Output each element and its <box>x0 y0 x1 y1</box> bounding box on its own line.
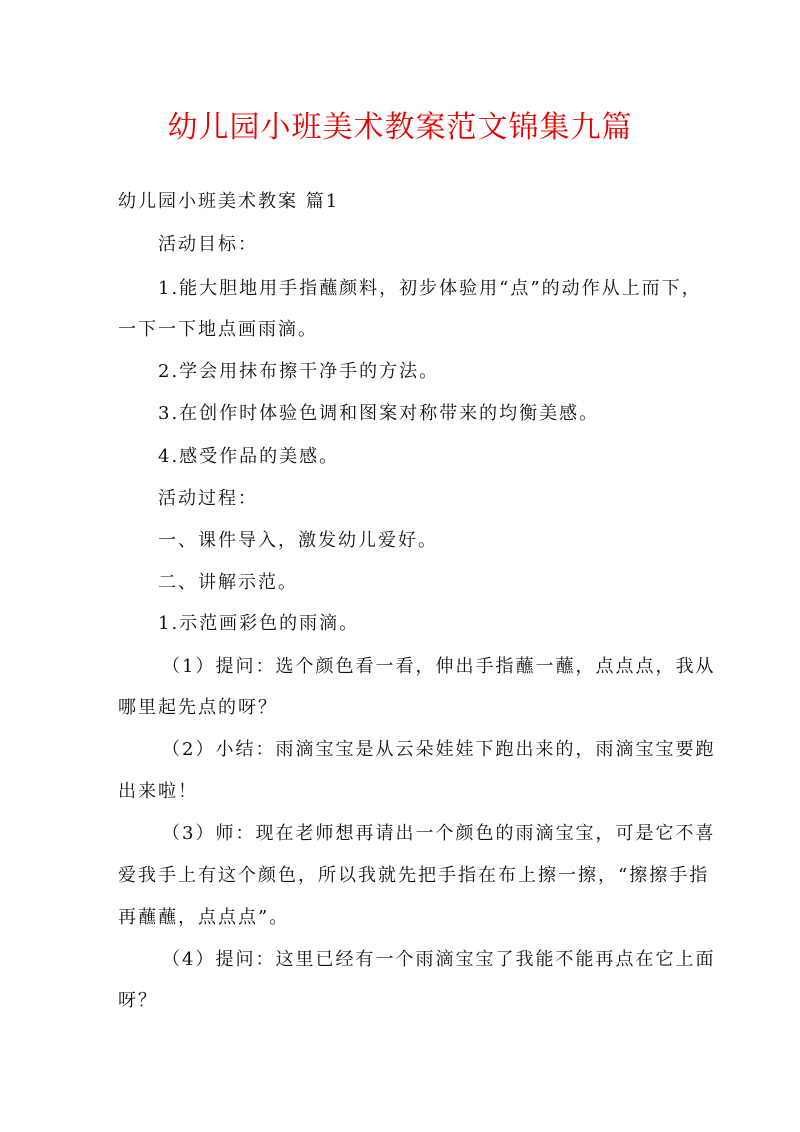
paragraph-line: 1.示范画彩色的雨滴。 <box>158 613 360 634</box>
paragraph-line: （3）师：现在老师想再请出一个颜色的雨滴宝宝，可是它不喜 <box>162 823 716 844</box>
paragraph-line: （1）提问：选个颜色看一看，伸出手指蘸一蘸，点点点，我从 <box>162 656 716 677</box>
paragraph-line: 活动过程： <box>158 488 258 509</box>
paragraph-line: 哪里起先点的呀？ <box>118 697 278 718</box>
section-heading: 幼儿园小班美术教案 篇1 <box>118 191 340 212</box>
paragraph-line: 3.在创作时体验色调和图案对称带来的均衡美感。 <box>158 403 600 424</box>
paragraph-line: （4）提问：这里已经有一个雨滴宝宝了我能不能再点在它上面 <box>162 949 716 970</box>
paragraph-line: 2.学会用抹布擦干净手的方法。 <box>158 361 440 382</box>
paragraph-line: 1.能大胆地用手指蘸颜料，初步体验用“点”的动作从上而下， <box>158 278 702 299</box>
paragraph-line: 一下一下地点画雨滴。 <box>118 319 318 340</box>
paragraph-line: 呀？ <box>118 990 158 1011</box>
paragraph-line: 二、讲解示范。 <box>158 572 298 593</box>
paragraph-line: 活动目标： <box>158 234 258 255</box>
paragraph-line: 爱我手上有这个颜色，所以我就先把手指在布上擦一擦，“擦擦手指 <box>118 865 710 886</box>
paragraph-line: 一、课件导入，激发幼儿爱好。 <box>158 530 438 551</box>
paragraph-line: 再蘸蘸，点点点”。 <box>118 907 290 928</box>
document-title: 幼儿园小班美术教案范文锦集九篇 <box>167 110 633 145</box>
paragraph-line: （2）小结：雨滴宝宝是从云朵娃娃下跑出来的，雨滴宝宝要跑 <box>162 739 716 760</box>
paragraph-line: 出来啦！ <box>118 781 198 802</box>
paragraph-line: 4.感受作品的美感。 <box>158 446 340 467</box>
